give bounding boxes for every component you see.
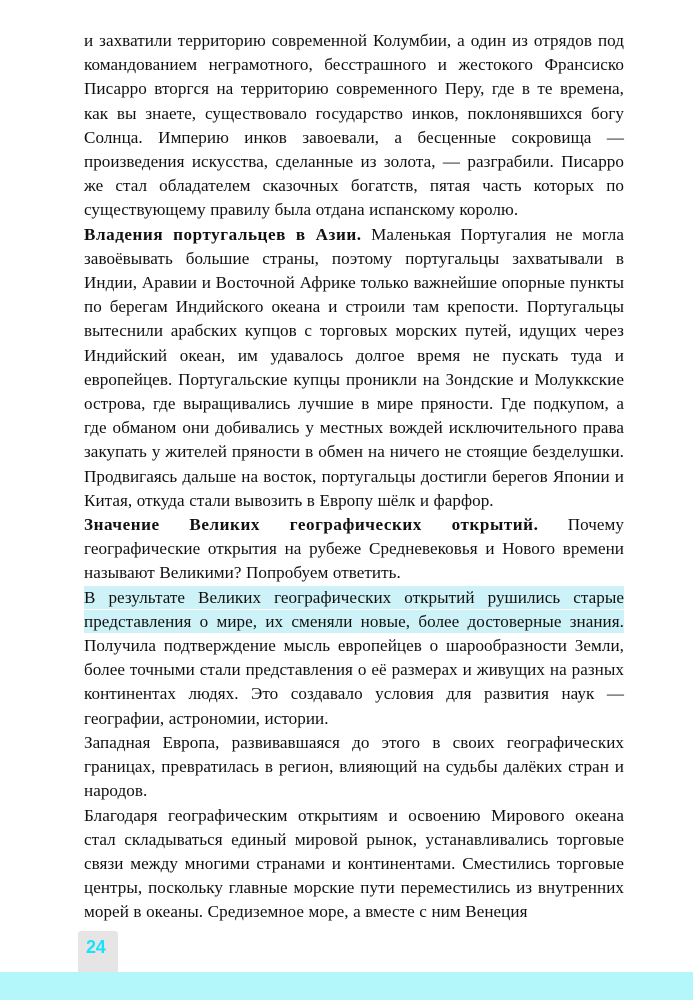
paragraph-portuguese-possessions-in-asia xyxy=(84,223,624,513)
paragraph-lead-in: Владения португальцев в Азии. xyxy=(84,224,362,244)
paragraph-text: Западная Европа, развивавшаяся до этого в своих географических границах, превратилась в регион, влияющий на судьбы далёких стран и народов. xyxy=(84,732,624,801)
body-text-column xyxy=(84,29,624,925)
paragraph-text: Почему географические открытия на рубеже Средневековья и Нового времени называют Великими? Попробуем ответить. xyxy=(84,515,624,583)
page-number: 24 xyxy=(86,937,106,957)
paragraph-text: Благодаря географическим открытиям и освоению Мирового океана стал складываться единый мировой рынок, устанавливались торговые связи между многими странами и континентами. Сместились торговые центры, поскольку главные морские пути переместились из внутренних морей в океаны. Средиземное море, а вместе с ним Венеция xyxy=(84,805,624,922)
paragraph-western-europe xyxy=(84,731,624,804)
paragraph-highlighted-key-idea xyxy=(84,586,624,731)
paragraph-text: Маленькая Португалия не могла завоёвывать большие страны, поэтому португальцы захватывали в Индии, Аравии и Восточной Африке только важнейшие опорные пункты по берегам Индийского океана и строили там крепости. Португальцы вытеснили арабских купцов с торговых морских путей, идущих через Индийский океан, им удавалось долгое время не пускать туда и европейцев. Португальские купцы проникли на Зондские и Молуккские острова, где выращивались лучшие в мире пряности. Где подкупом, а где обманом они добивались у местных вождей исключительного права закупать у жителей пряности в обмен на ничего не стоящие безделушки. Продвигаясь дальше на восток, португальцы достигли берегов Японии и Китая, откуда стали вывозить в Европу шёлк и фарфор. xyxy=(84,224,625,510)
paragraph-lead-in: Значение Великих географических открытий. xyxy=(84,515,539,535)
paragraph-pizarro xyxy=(84,29,624,223)
paragraph-world-market xyxy=(84,804,624,925)
paragraph-text: Получила подтверждение мысль европейцев о шарообразности Земли, более точными стали представления о её размерах и живущих на разных континентах людях. Это создавало условия для развития наук — географии, астрономии, истории. xyxy=(84,636,624,728)
footer-accent-bar xyxy=(0,972,693,1000)
paragraph-text: и захватили территорию современной Колумбии, а один из отрядов под командованием неграмотного, бесстрашного и жестокого Франсиско Писарро вторгся на территорию современного Перу, где в те времена, как вы знаете, существовало государство инков, поклонявшихся богу Солнца. Империю инков завоевали, а бесценные сокровища — произведения искусства, сделанные из золота, — разграбили. Писарро же стал обладателем сказочных богатств, пятая часть которых по существующему правилу была отдана испанскому королю. xyxy=(84,31,624,220)
paragraph-significance-of-discoveries xyxy=(84,513,624,586)
highlighted-text: В результате Великих географических открытий рушились старые представления о мире, их сменяли новые, более достоверные знания. xyxy=(84,587,624,631)
